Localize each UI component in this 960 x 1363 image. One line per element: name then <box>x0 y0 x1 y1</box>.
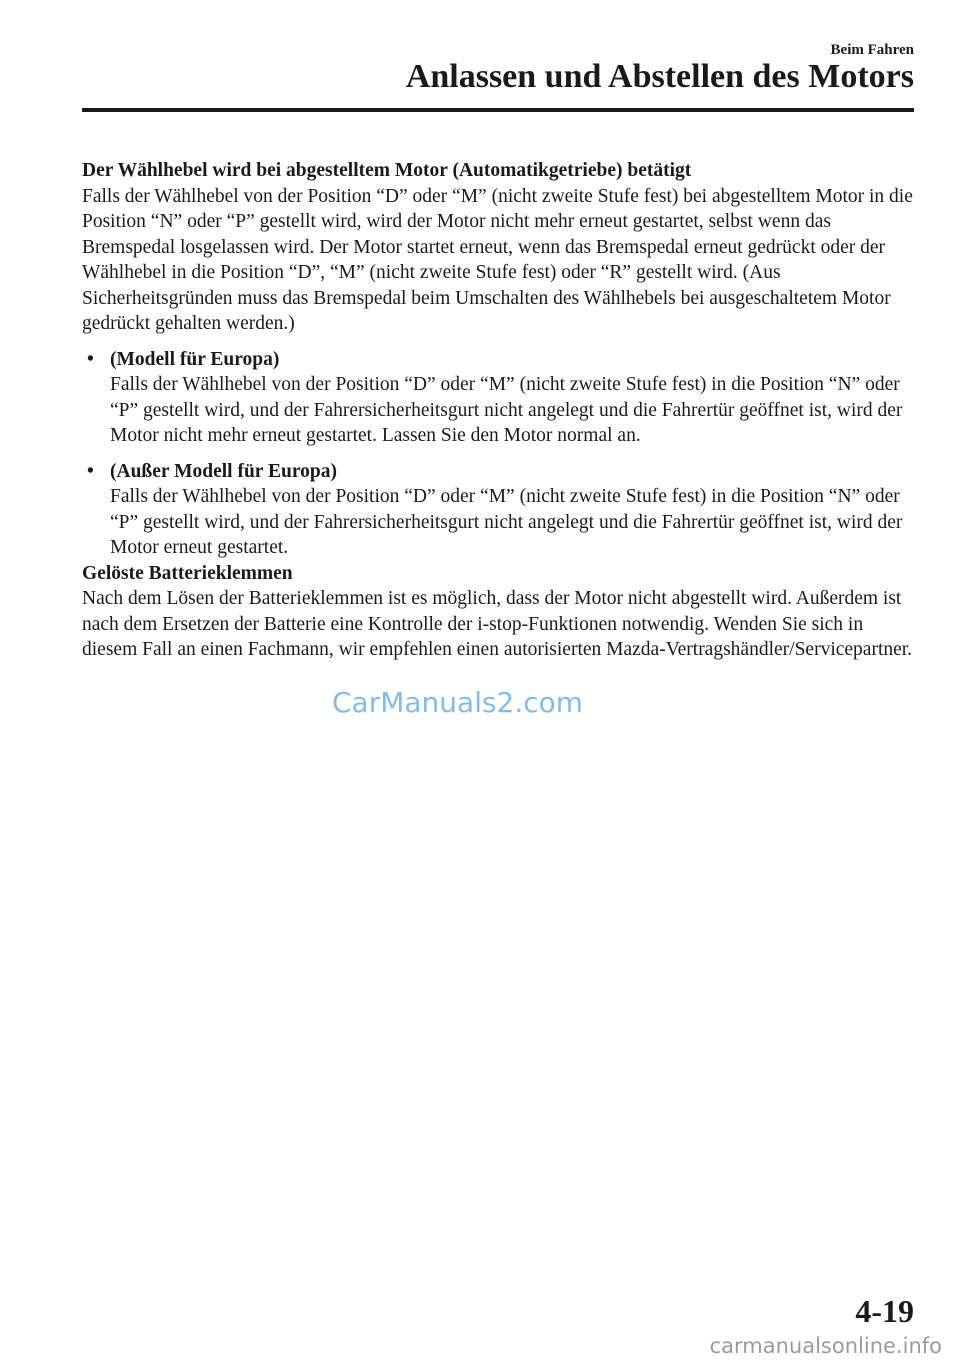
list-item-heading: (Außer Modell für Europa) <box>110 460 337 482</box>
section-heading-battery: Gelöste Batterieklemmen <box>82 562 293 584</box>
list-item-heading: (Modell für Europa) <box>110 348 280 370</box>
list-item-non-europe <box>82 459 918 561</box>
header-divider <box>82 108 914 112</box>
page-number: 4-19 <box>855 1293 914 1329</box>
footer-watermark: carmanualsonline.info <box>709 1334 942 1358</box>
section-body-battery: Nach dem Lösen der Batterieklemmen ist es möglich, dass der Motor nicht abgestellt wird. Außerdem ist nach dem Ersetzen der Batterie eine Kontrolle der i-stop-Funktionen notwendig. Wenden Sie sich in diesem Fall an einen Fachmann, wir empfehlen einen autorisierten Mazda-Vertragshändler/Servicepartner. <box>82 588 913 660</box>
list-item-body: Falls der Wählhebel von der Position “D” oder “M” (nicht zweite Stufe fest) in die Position “N” oder “P” gestellt wird, und der Fahrersicherheitsgurt nicht angelegt und die Fahrertür geöffnet ist, wird der Motor erneut gestartet. <box>110 486 903 558</box>
main-content <box>82 158 918 663</box>
bullet-icon: • <box>87 460 94 482</box>
section-label: Beim Fahren <box>830 42 914 58</box>
page-title: Anlassen und Abstellen des Motors <box>405 58 914 95</box>
list-item-europe <box>82 347 918 449</box>
list-item-body: Falls der Wählhebel von der Position “D” oder “M” (nicht zweite Stufe fest) in die Position “N” oder “P” gestellt wird, und der Fahrersicherheitsgurt nicht angelegt und die Fahrertür geöffnet ist, wird der Motor nicht mehr erneut gestartet. Lassen Sie den Motor normal an. <box>110 374 903 446</box>
section-body-selector-lever: Falls der Wählhebel von der Position “D” oder “M” (nicht zweite Stufe fest) bei abgestelltem Motor in die Position “N” oder “P” gestellt wird, wird der Motor nicht mehr erneut gestartet, selbst wenn das Bremspedal losgelassen wird. Der Motor startet erneut, wenn das Bremspedal erneut gedrückt oder der Wählhebel in die Position “D”, “M” (nicht zweite Stufe fest) oder “R” gestellt wird. (Aus Sicherheitsgründen muss das Bremspedal beim Umschalten des Wählhebels bei ausgeschaltetem Motor gedrückt gehalten werden.) <box>82 185 913 334</box>
section-heading-selector-lever: Der Wählhebel wird bei abgestelltem Motor (Automatikgetriebe) betätigt <box>82 160 692 181</box>
watermark: CarManuals2.com <box>332 686 584 719</box>
bullet-icon: • <box>87 348 94 370</box>
